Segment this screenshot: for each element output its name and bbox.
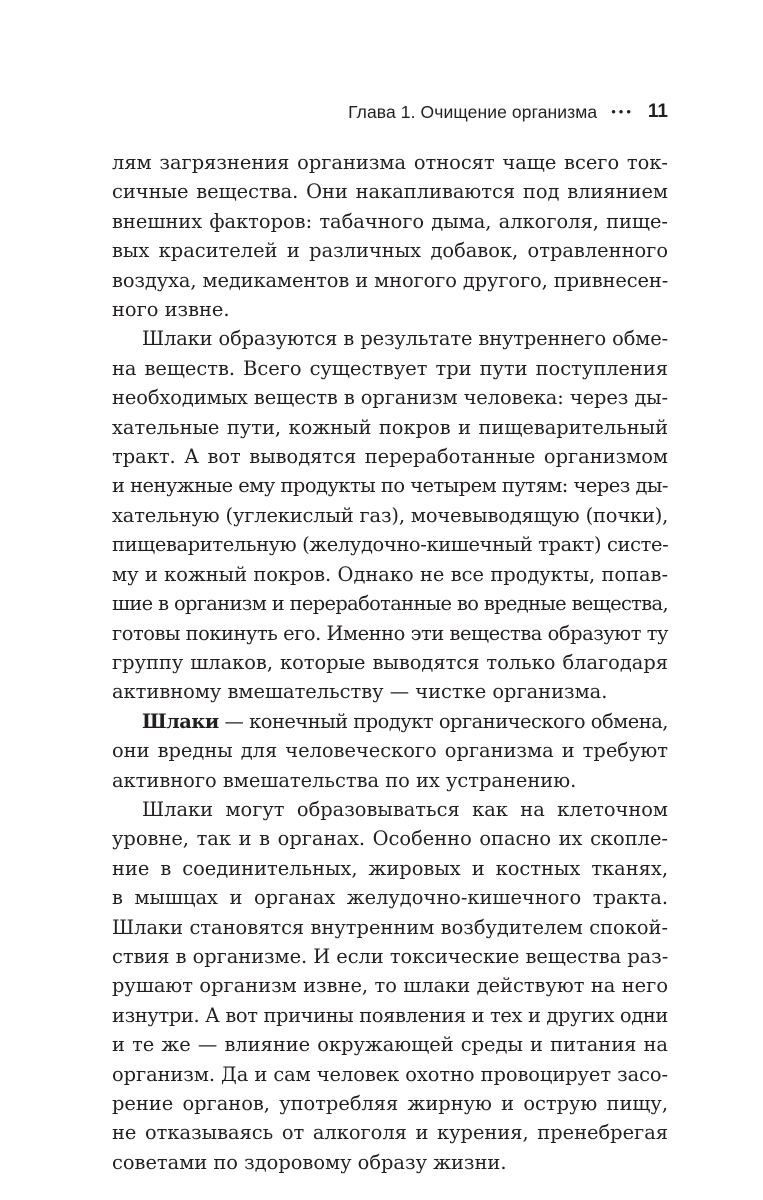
text-line: группу шлаков, которые выводятся только благодаря [112, 650, 668, 674]
text-line: советами по здоровому образу жизни. [112, 1150, 507, 1174]
text-line: не отказываясь от алкоголя и курения, пренебрегая [112, 1121, 668, 1145]
text-line: ного извне. [112, 298, 230, 322]
chapter-title: Глава 1. Очищение организма [348, 101, 598, 122]
text-line: и ненужные ему продукты по четырем путям: через ды- [112, 474, 668, 498]
text-line: хательные пути, кожный покров и пищеварительный [112, 415, 668, 439]
text-line: воздуха, медикаментов и многого другого, привнесен- [112, 268, 669, 292]
header-dots-ornament: ••• [611, 103, 634, 119]
body-text [112, 148, 668, 1177]
text-line: хательную (углекислый газ), мочевыводящую (почки), [112, 503, 669, 527]
text-line: готовы покинуть его. Именно эти вещества образуют ту [112, 621, 668, 645]
text-line: рушают организм извне, то шлаки действуют на него [112, 974, 668, 998]
text-line: шие в организм и переработанные во вредные вещества, [112, 592, 668, 616]
text-line: вых красителей и различных добавок, отравленного [112, 239, 668, 263]
text-line: му и кожный покров. Однако не все продукты, попав- [112, 562, 668, 586]
text-line: и те же — влияние окружающей среды и питания на [112, 1033, 668, 1057]
text-line: организм. Да и сам человек охотно провоцирует засо- [112, 1062, 669, 1086]
paragraph-1 [112, 148, 668, 324]
text-line: ние в соединительных, жировых и костных тканях, [112, 856, 668, 880]
text-line: пищеварительную (желудочно-кишечный тракт) систе- [112, 533, 669, 557]
text-line: Шлаки могут образовываться как на клеточном [142, 797, 668, 821]
text-line: Шлаки образуются в результате внутреннего обме- [142, 327, 668, 351]
text-line: активному вмешательству — чистке организма. [112, 680, 608, 704]
text-line: лям загрязнения организма относят чаще всего ток- [112, 151, 668, 174]
text-line: на веществ. Всего существует три пути поступления [112, 356, 668, 380]
text-line: они вредны для человеческого организма и требуют [112, 739, 668, 763]
paragraph-4 [112, 795, 668, 1177]
text-line: рение органов, употребляя жирную и острую пищу, [112, 1092, 668, 1115]
text-line: в мышцах и органах желудочно-кишечного тракта. [112, 886, 668, 910]
definition-text: — конечный продукт органического обмена, [218, 709, 668, 733]
text-line: тракт. А вот выводятся переработанные организмом [112, 445, 668, 469]
text-line: сичные вещества. Они накапливаются под влиянием [112, 180, 668, 204]
paragraph-3-definition [112, 707, 668, 795]
page-number: 11 [647, 101, 668, 122]
text-line: Шлаки становятся внутренним возбудителем спокой- [112, 915, 668, 939]
text-line: необходимых веществ в организм человека: через ды- [112, 386, 668, 410]
definition-first-line [112, 707, 668, 736]
paragraph-2 [112, 324, 668, 706]
defined-term: Шлаки [142, 709, 219, 733]
text-line: изнутри. А вот причины появления и тех и других одни [112, 1003, 668, 1027]
text-line: уровне, так и в органах. Особенно опасно их скопле- [112, 827, 668, 851]
text-line: внешних факторов: табачного дыма, алкоголя, пище- [112, 209, 668, 233]
running-header [108, 96, 668, 128]
text-line: активного вмешательства по их устранению. [112, 768, 577, 792]
text-line: ствия в организме. И если токсические вещества раз- [112, 944, 669, 968]
